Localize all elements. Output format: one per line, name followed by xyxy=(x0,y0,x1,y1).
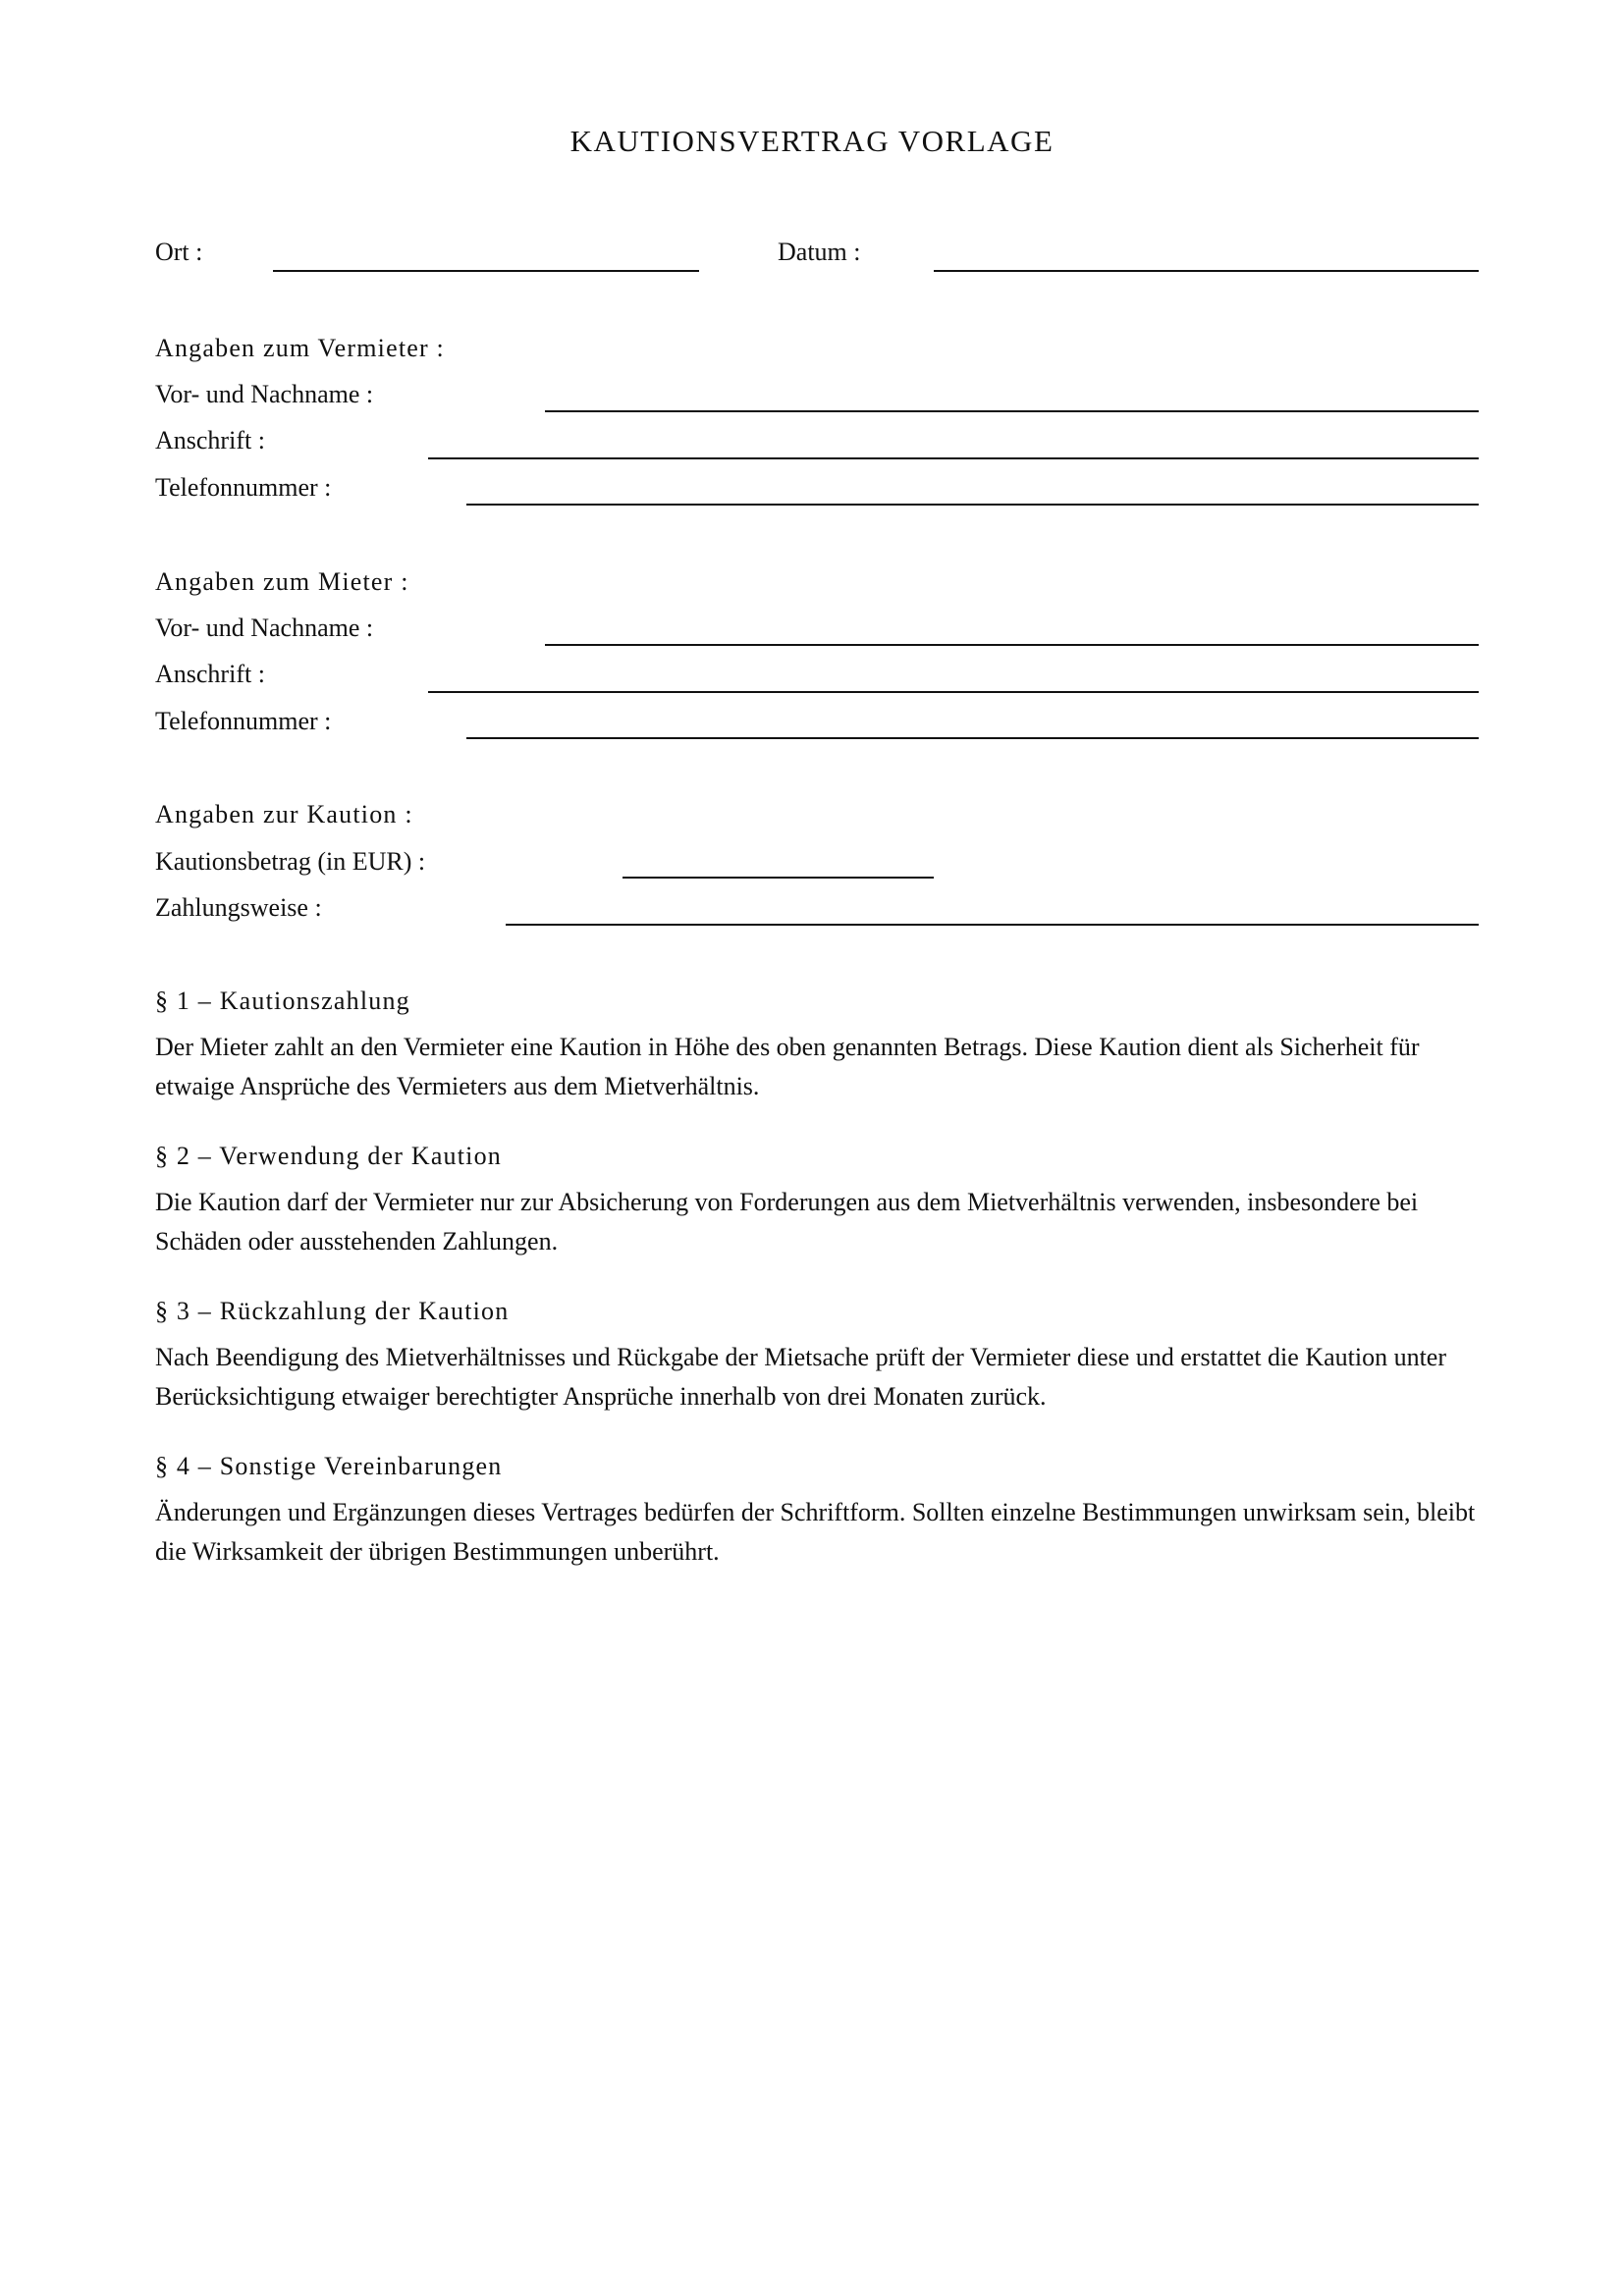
mieter-anschrift-label: Anschrift : xyxy=(155,660,265,688)
kaution-heading: Angaben zur Kaution : xyxy=(155,800,413,828)
vermieter-name-field[interactable] xyxy=(545,410,1479,412)
ort-field[interactable] xyxy=(273,270,699,272)
zahlungsweise-field[interactable] xyxy=(506,924,1479,926)
datum-label: Datum : xyxy=(778,238,861,266)
mieter-heading: Angaben zum Mieter : xyxy=(155,567,409,596)
section-4-body: Änderungen und Ergänzungen dieses Vertrages bedürfen der Schriftform. Sollten einzelne Bestimmungen unwirksam sein, bleibt die Wirksamkeit der übrigen Bestimmungen unberührt. xyxy=(155,1498,1476,1566)
document-title: KAUTIONSVERTRAG VORLAGE xyxy=(569,124,1055,158)
vermieter-heading: Angaben zum Vermieter : xyxy=(155,334,445,362)
section-1-body: Der Mieter zahlt an den Vermieter eine Kaution in Höhe des oben genannten Betrags. Diese Kaution dient als Sicherheit für etwaige Ansprüche des Vermieters aus dem Mietverhältnis. xyxy=(155,1033,1420,1100)
section-1-heading: § 1 – Kautionszahlung xyxy=(155,987,410,1015)
kautionsbetrag-label: Kautionsbetrag (in EUR) : xyxy=(155,847,426,876)
zahlungsweise-label: Zahlungsweise : xyxy=(155,893,322,922)
section-2-body: Die Kaution darf der Vermieter nur zur Absicherung von Forderungen aus dem Mietverhältnis verwenden, insbesondere bei Schäden oder ausstehenden Zahlungen. xyxy=(155,1188,1419,1255)
vermieter-anschrift-field[interactable] xyxy=(428,457,1479,459)
vermieter-name-label: Vor- und Nachname : xyxy=(155,380,374,408)
section-3-heading: § 3 – Rückzahlung der Kaution xyxy=(155,1297,510,1325)
section-4-heading: § 4 – Sonstige Vereinbarungen xyxy=(155,1452,503,1480)
vermieter-telefon-label: Telefonnummer : xyxy=(155,473,332,502)
mieter-name-label: Vor- und Nachname : xyxy=(155,614,374,642)
section-2-heading: § 2 – Verwendung der Kaution xyxy=(155,1142,503,1170)
datum-field[interactable] xyxy=(934,270,1479,272)
section-3-body: Nach Beendigung des Mietverhältnisses und Rückgabe der Mietsache prüft der Vermieter diese und erstattet die Kaution unter Berücksichtigung etwaiger berechtigter Ansprüche innerhalb von drei Monaten zurück. xyxy=(155,1343,1447,1411)
vermieter-telefon-field[interactable] xyxy=(466,504,1479,506)
ort-label: Ort : xyxy=(155,238,203,266)
mieter-anschrift-field[interactable] xyxy=(428,691,1479,693)
mieter-telefon-field[interactable] xyxy=(466,737,1479,739)
mieter-name-field[interactable] xyxy=(545,644,1479,646)
kautionsbetrag-field[interactable] xyxy=(623,877,934,879)
mieter-telefon-label: Telefonnummer : xyxy=(155,707,332,735)
vermieter-anschrift-label: Anschrift : xyxy=(155,426,265,454)
